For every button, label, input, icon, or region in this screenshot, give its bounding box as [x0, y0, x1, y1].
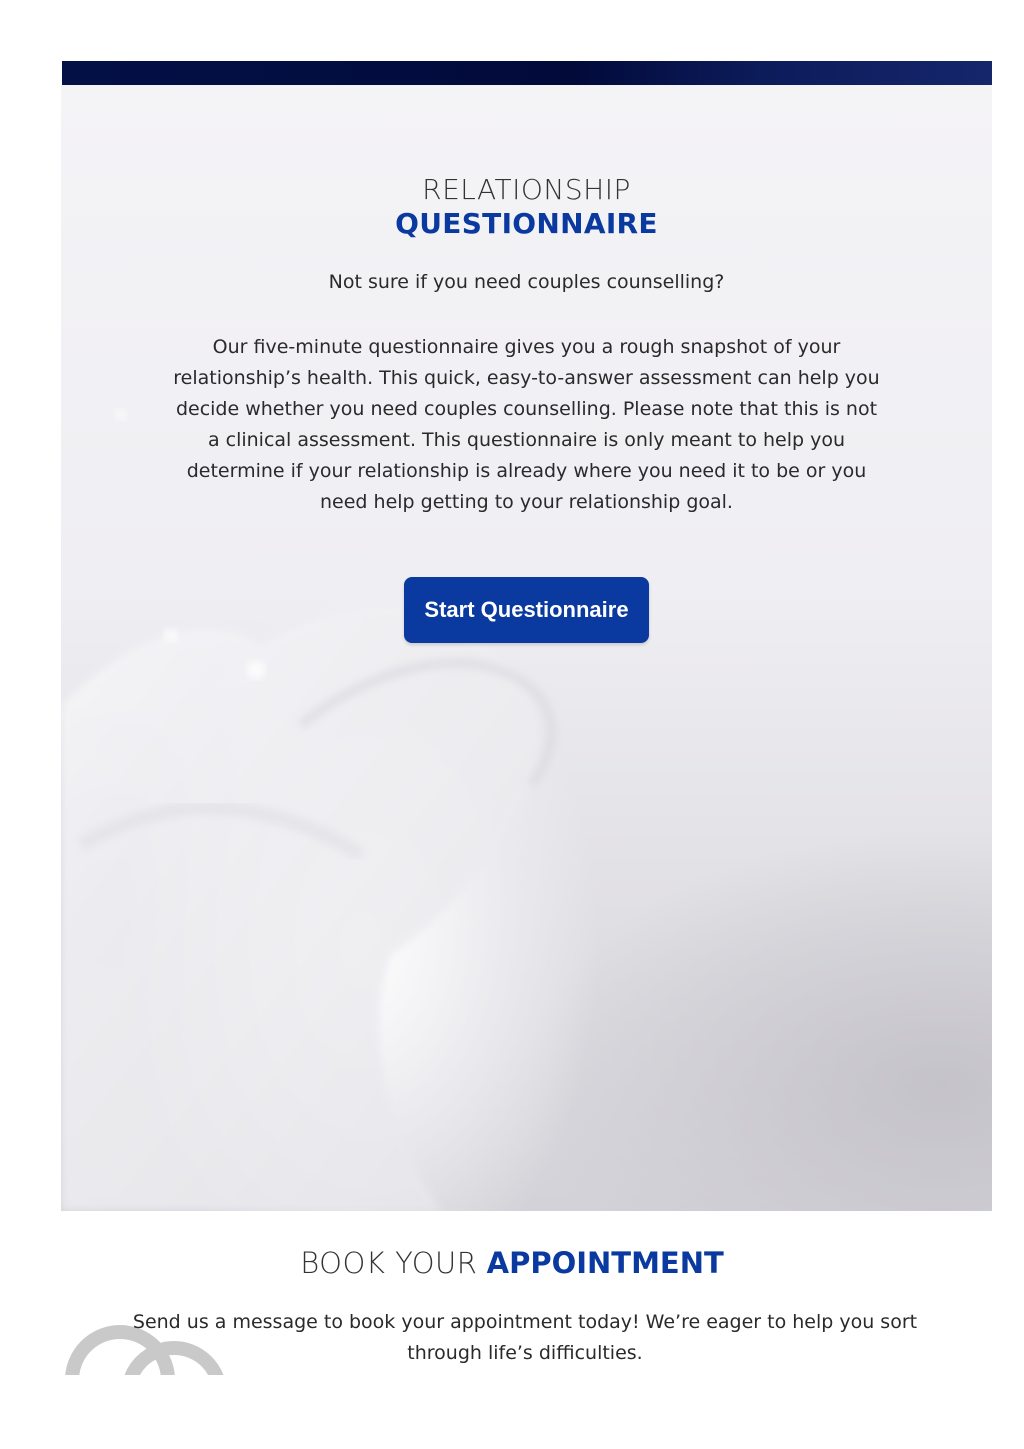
section-title-bold: QUESTIONNAIRE — [395, 207, 658, 240]
book-appointment-heading — [0, 1246, 1024, 1280]
top-bar — [62, 61, 992, 85]
book-title-light: BOOK YOUR — [300, 1246, 478, 1280]
hands-background-image — [61, 85, 992, 1211]
questionnaire-description: Our five-minute questionnaire gives you a rough snapshot of your relationship’s health. This quick, easy-to-answer assessment can help you decide whether you need couples counselling. Please note that this is not a clinical assessment. This questionnaire is only meant to help you determine if your relationship is already where you need it to be or you need help getting to your relationship goal. — [173, 336, 880, 513]
questionnaire-section — [61, 85, 992, 1211]
book-title-bold: APPOINTMENT — [486, 1246, 724, 1280]
start-questionnaire-button[interactable]: Start Questionnaire — [404, 577, 649, 643]
questionnaire-lead-text: Not sure if you need couples counselling? — [328, 271, 725, 293]
book-appointment-text: Send us a message to book your appointment today! We’re eager to help you sort through life’s difficulties. — [132, 1311, 918, 1364]
section-title-light: RELATIONSHIP — [422, 173, 631, 206]
